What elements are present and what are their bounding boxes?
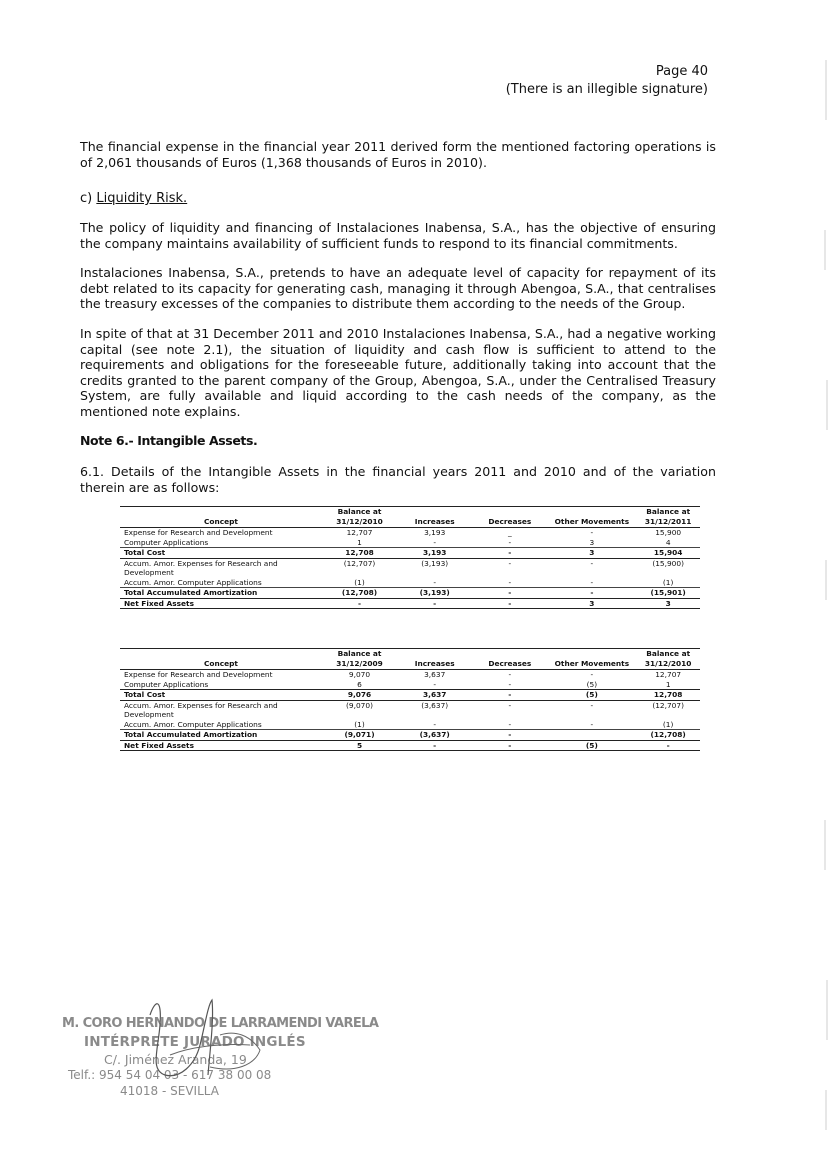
col-header: Balance at 31/12/2010 — [322, 507, 397, 528]
cell: 12,708 — [322, 548, 397, 559]
cell: - — [397, 720, 472, 730]
cell: Accum. Amor. Expenses for Research and Development — [124, 558, 278, 577]
cell: Accum. Amor. Computer Applications — [120, 578, 322, 588]
cell: 1 — [665, 679, 671, 689]
cell: - — [590, 528, 594, 537]
cell: (3,193) — [421, 558, 449, 568]
cell: 6 — [357, 679, 362, 689]
cell: 3 — [547, 548, 636, 559]
cell: (9,071) — [322, 730, 397, 741]
col-header: Concept — [120, 649, 322, 670]
cell: Accum. Amor. Expenses for Research and Development — [124, 700, 278, 719]
col-header: Increases — [397, 507, 472, 528]
cell: - — [590, 558, 594, 568]
cell: - — [547, 720, 636, 730]
signature-scribble-icon — [110, 995, 270, 1095]
col-header: Balance at 31/12/2009 — [322, 649, 397, 670]
cell: Computer Applications — [124, 679, 209, 689]
cell: (12,708) — [322, 588, 397, 599]
col-header: Balance at 31/12/2011 — [636, 507, 700, 528]
cell: 3,637 — [424, 670, 446, 679]
section-prefix: c) — [80, 191, 97, 206]
cell: - — [547, 588, 636, 599]
table-row-total-amortization — [120, 730, 700, 741]
cell: - — [590, 670, 594, 679]
stamp-phone: Telf.: 954 54 04 03 - 617 38 00 08 — [68, 1068, 272, 1082]
cell: Total Cost — [120, 548, 322, 559]
col-header: Other Movements — [547, 649, 636, 670]
cell: Expense for Research and Development — [124, 670, 273, 679]
table-row — [120, 700, 700, 720]
cell: - — [472, 720, 547, 730]
cell: (1) — [636, 578, 700, 588]
cell: (15,900) — [652, 558, 684, 568]
cell: (5) — [547, 690, 636, 701]
cell: Expense for Research and Development — [124, 528, 273, 537]
section-title: Liquidity Risk. — [96, 191, 188, 206]
cell: Accum. Amor. Computer Applications — [120, 720, 322, 730]
cell: 12,708 — [636, 690, 700, 701]
cell: 4 — [636, 538, 700, 548]
cell: 15,900 — [655, 528, 682, 537]
cell: - — [472, 598, 547, 609]
cell: Total Cost — [120, 690, 322, 701]
cell: - — [508, 670, 512, 679]
note-title: Note 6.- Intangible Assets. — [80, 433, 258, 448]
cell: - — [590, 700, 594, 710]
cell: 9,070 — [348, 670, 371, 679]
page-number: Page 40 — [655, 64, 708, 79]
cell: - — [397, 598, 472, 609]
col-header: Increases — [397, 649, 472, 670]
cell: (9,070) — [346, 700, 373, 710]
cell: - — [433, 679, 437, 689]
cell: - — [508, 679, 512, 689]
cell: - — [472, 578, 547, 588]
paragraph-capacity: Instalaciones Inabensa, S.A., pretends to have an adequate level of capacity for repayment of its debt related to its capacity for generating cash, managing it through Abengoa, S.A., that centralises the treasury excesses of the companies to distribute them according to the needs of the Group. — [80, 265, 716, 311]
paragraph-intangible-details: 6.1. Details of the Intangible Assets in the financial years 2011 and 2010 and of the variation therein are as follows: — [80, 464, 716, 495]
table-row — [120, 720, 700, 730]
cell: 3 — [547, 598, 636, 609]
cell: 3,193 — [424, 528, 446, 537]
cell: (1) — [322, 720, 397, 730]
cell: (12,707) — [652, 700, 684, 710]
intangible-table-2011 — [120, 506, 700, 609]
cell: _ — [507, 528, 512, 537]
table-row-net-fixed-assets — [120, 740, 700, 751]
stamp-address: C/. Jiménez Aranda, 19 — [104, 1052, 247, 1067]
cell: (15,901) — [636, 588, 700, 599]
cell: (1) — [322, 578, 397, 588]
cell: 12,707 — [655, 670, 682, 679]
cell: (12,708) — [636, 730, 700, 741]
cell: - — [397, 578, 472, 588]
cell: - — [636, 740, 700, 751]
cell: (3,193) — [397, 588, 472, 599]
table-header-row — [120, 649, 700, 670]
col-header: Balance at 31/12/2010 — [636, 649, 700, 670]
table-row — [120, 680, 700, 690]
paragraph-financial-expense: The financial expense in the financial year 2011 derived form the mentioned factoring operations is of 2,061 thousands of Euros (1,368 thousands of Euros in 2010). — [80, 139, 716, 170]
cell: 9,076 — [322, 690, 397, 701]
cell: (3,637) — [421, 700, 449, 710]
scan-edge-icon — [816, 0, 830, 1170]
table-row-net-fixed-assets — [120, 598, 700, 609]
table-row — [120, 558, 700, 578]
table-row — [120, 670, 700, 680]
cell: - — [472, 690, 547, 701]
table-row — [120, 528, 700, 538]
signature-note: (There is an illegible signature) — [505, 82, 708, 97]
cell: - — [508, 700, 512, 710]
cell: Net Fixed Assets — [120, 598, 322, 609]
cell: 1 — [322, 538, 397, 548]
table-row — [120, 538, 700, 548]
stamp-city: 41018 - SEVILLA — [120, 1084, 219, 1098]
table-row — [120, 578, 700, 588]
paragraph-working-capital: In spite of that at 31 December 2011 and 2010 Instalaciones Inabensa, S.A., had a negative working capital (see note 2.1), the situation of liquidity and cash flow is sufficient to attend to the requirements and obligations for the foreseeable future, additionally taking into account that the credits granted to the parent company of the Group, Abengoa, S.A., under the Centralised Treasury System, are fully available and liquid according to the cash needs of the company, as the mentioned note explains. — [80, 326, 716, 419]
cell: - — [397, 740, 472, 751]
cell: - — [472, 730, 547, 741]
cell: 3 — [636, 598, 700, 609]
col-header: Decreases — [472, 507, 547, 528]
cell: Net Fixed Assets — [120, 740, 322, 751]
cell: - — [472, 548, 547, 559]
paragraph-liquidity-policy: The policy of liquidity and financing of Instalaciones Inabensa, S.A., has the objective of ensuring the company maintains availability of sufficient funds to respond to its financial commitments. — [80, 220, 716, 251]
cell: 3,637 — [397, 690, 472, 701]
table-header-row — [120, 507, 700, 528]
cell: (1) — [636, 720, 700, 730]
table-row-total-cost — [120, 548, 700, 559]
cell: Computer Applications — [120, 538, 322, 548]
cell: - — [508, 558, 512, 568]
stamp-title: INTÉRPRETE JURADO INGLÉS — [84, 1034, 306, 1050]
col-header: Concept — [120, 507, 322, 528]
cell: (5) — [586, 679, 598, 689]
table-row-total-cost — [120, 690, 700, 701]
cell: 15,904 — [636, 548, 700, 559]
section-heading-liquidity — [80, 191, 187, 206]
cell: (5) — [547, 740, 636, 751]
cell — [547, 730, 636, 741]
col-header: Decreases — [472, 649, 547, 670]
cell: (12,707) — [343, 558, 376, 568]
col-header: Other Movements — [547, 507, 636, 528]
cell: 5 — [322, 740, 397, 751]
cell: Total Accumulated Amortization — [120, 588, 322, 599]
cell: - — [397, 538, 472, 548]
cell: 3,193 — [397, 548, 472, 559]
intangible-table-2010 — [120, 648, 700, 751]
stamp-name: M. CORO HERNANDO DE LARRAMENDI VARELA — [62, 1016, 379, 1031]
cell: - — [472, 538, 547, 548]
cell: 3 — [547, 538, 636, 548]
cell: - — [472, 740, 547, 751]
cell: - — [547, 578, 636, 588]
cell: Total Accumulated Amortization — [120, 730, 322, 741]
cell: (3,637) — [397, 730, 472, 741]
cell: - — [472, 588, 547, 599]
cell: - — [322, 598, 397, 609]
table-row-total-amortization — [120, 588, 700, 599]
cell: 12,707 — [346, 528, 373, 537]
